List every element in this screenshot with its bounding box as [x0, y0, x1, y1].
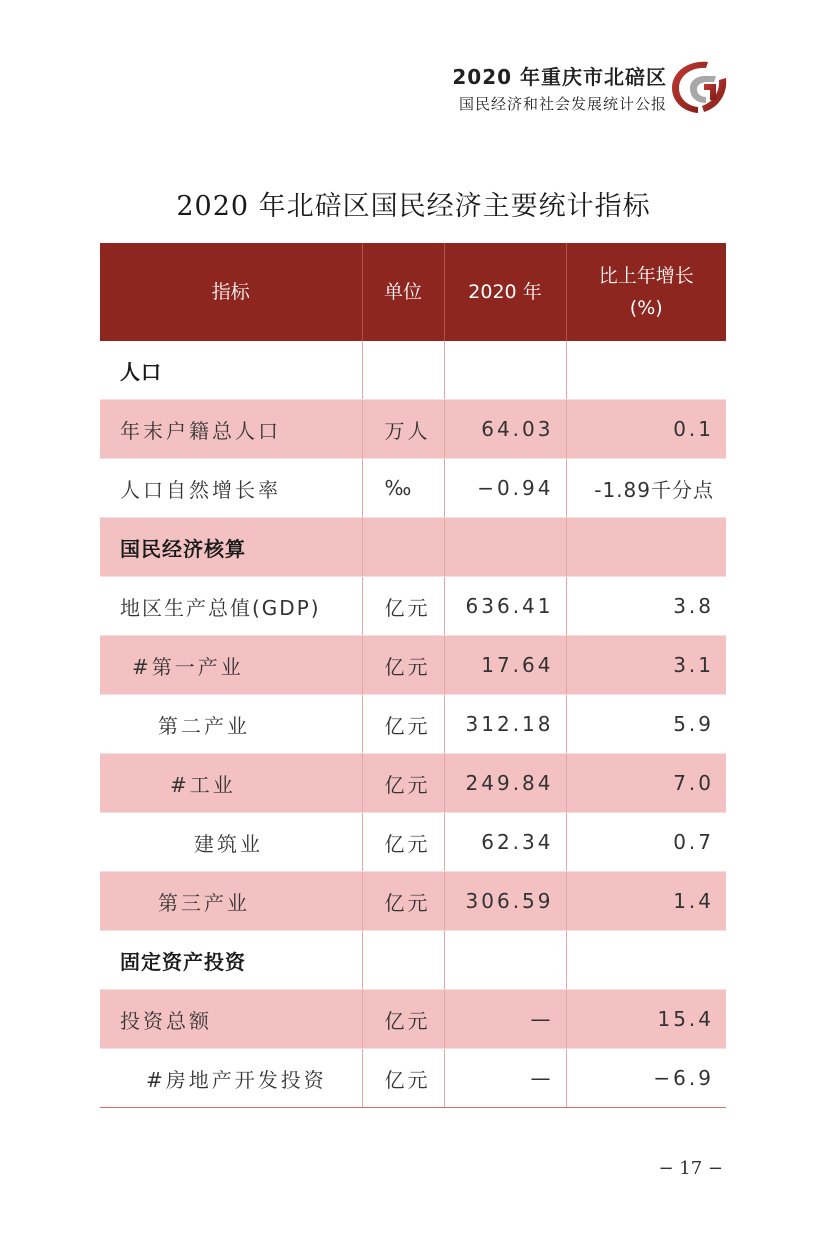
row-value: [444, 931, 566, 990]
row-value: [444, 341, 566, 400]
row-name: #房地产开发投资: [100, 1049, 362, 1108]
table-row: [100, 1049, 726, 1108]
row-unit: [362, 518, 444, 577]
row-unit: [362, 341, 444, 400]
row-growth: 3.1: [566, 636, 726, 695]
row-unit: 亿元: [362, 813, 444, 872]
row-name: 建筑业: [100, 813, 362, 872]
row-growth: 15.4: [566, 990, 726, 1049]
row-growth: 0.1: [566, 400, 726, 459]
table-row: [100, 577, 726, 636]
column-header-year: 2020 年: [444, 243, 566, 341]
row-value: —: [444, 990, 566, 1049]
row-name: 人口自然增长率: [100, 459, 362, 518]
table-row: [100, 459, 726, 518]
table-row: [100, 400, 726, 459]
row-value: [444, 518, 566, 577]
table-row: [100, 990, 726, 1049]
row-growth: 0.7: [566, 813, 726, 872]
row-unit: 亿元: [362, 990, 444, 1049]
row-name: 投资总额: [100, 990, 362, 1049]
row-value: —: [444, 1049, 566, 1108]
row-name: #第一产业: [100, 636, 362, 695]
table-row: [100, 931, 726, 990]
row-growth: [566, 931, 726, 990]
row-growth: [566, 341, 726, 400]
row-name: 第二产业: [100, 695, 362, 754]
row-name: 人口: [100, 341, 362, 400]
row-name: 国民经济核算: [100, 518, 362, 577]
table-row: [100, 754, 726, 813]
row-unit: 亿元: [362, 636, 444, 695]
report-subtitle: 国民经济和社会发展统计公报: [458, 95, 667, 113]
page-number: − 17 −: [658, 1158, 723, 1179]
row-value: 306.59: [444, 872, 566, 931]
table-row: [100, 518, 726, 577]
growth-header-line1: 比上年增长: [598, 265, 694, 287]
row-name: 年末户籍总人口: [100, 400, 362, 459]
row-value: −0.94: [444, 459, 566, 518]
table-row: [100, 636, 726, 695]
row-unit: 亿元: [362, 1049, 444, 1108]
row-unit: 亿元: [362, 872, 444, 931]
table-row: [100, 341, 726, 400]
row-growth: −6.9: [566, 1049, 726, 1108]
row-growth: 3.8: [566, 577, 726, 636]
report-title: 2020 年重庆市北碚区: [452, 65, 667, 89]
row-growth: 5.9: [566, 695, 726, 754]
row-value: 64.03: [444, 400, 566, 459]
row-unit: 亿元: [362, 695, 444, 754]
table-row: [100, 695, 726, 754]
row-name: #工业: [100, 754, 362, 813]
growth-header-line2: (%): [629, 297, 663, 319]
row-growth: -1.89千分点: [566, 459, 726, 518]
report-header: [452, 64, 667, 116]
statistics-table: [100, 243, 726, 1108]
row-unit: 亿元: [362, 577, 444, 636]
row-unit: [362, 931, 444, 990]
table-row: [100, 813, 726, 872]
column-header-unit: 单位: [362, 243, 444, 341]
row-growth: 7.0: [566, 754, 726, 813]
row-growth: 1.4: [566, 872, 726, 931]
row-name: 第三产业: [100, 872, 362, 931]
page-title: 2020 年北碚区国民经济主要统计指标: [176, 191, 651, 222]
row-value: 17.64: [444, 636, 566, 695]
row-unit: ‰: [362, 459, 444, 518]
row-unit: 万人: [362, 400, 444, 459]
row-value: 636.41: [444, 577, 566, 636]
table-row: [100, 872, 726, 931]
bureau-logo-icon: [668, 58, 730, 116]
row-name: 地区生产总值(GDP): [100, 577, 362, 636]
column-header-growth: [566, 243, 726, 341]
column-header-indicator: 指标: [100, 243, 362, 341]
row-unit: 亿元: [362, 754, 444, 813]
row-value: 312.18: [444, 695, 566, 754]
row-name: 固定资产投资: [100, 931, 362, 990]
row-value: 62.34: [444, 813, 566, 872]
row-growth: [566, 518, 726, 577]
table-header-row: [100, 243, 726, 341]
row-value: 249.84: [444, 754, 566, 813]
